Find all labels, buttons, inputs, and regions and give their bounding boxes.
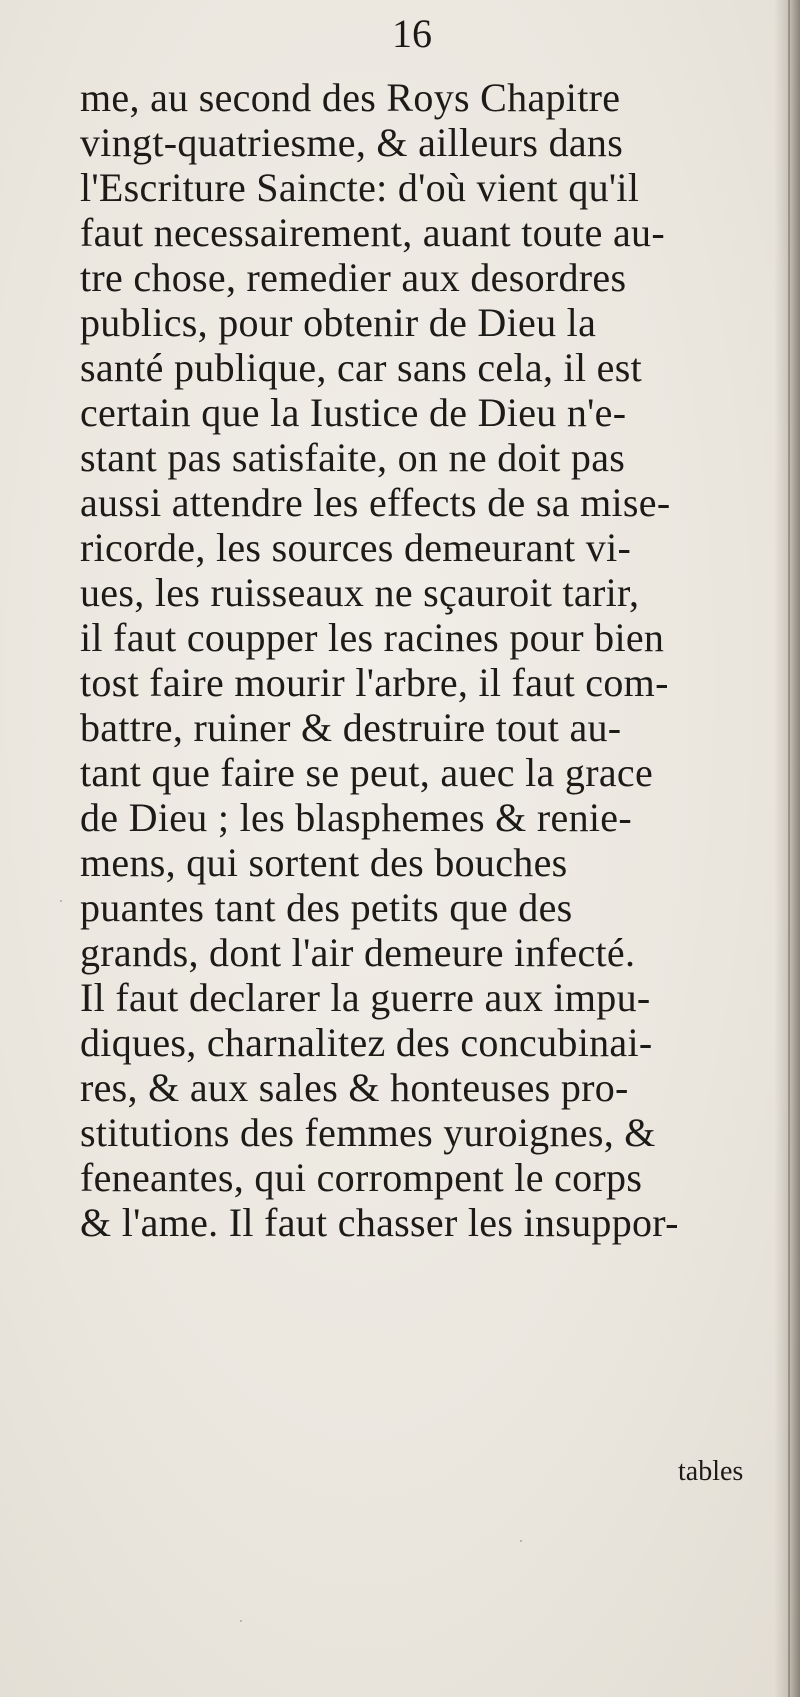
text-line: certain que la Iustice de Dieu n'e- [80, 390, 627, 435]
text-line: grands, dont l'air demeure infecté. [80, 930, 636, 975]
page-number: 16 [392, 11, 432, 56]
text-line: aussi attendre les effects de sa mise- [80, 480, 671, 525]
text-line: Il faut declarer la guerre aux impu- [80, 975, 651, 1020]
paper-speck [520, 1540, 522, 1542]
text-block [80, 75, 795, 1245]
text-line: tre chose, remedier aux desordres [80, 255, 627, 300]
text-line: stitutions des femmes yuroignes, & [80, 1110, 656, 1155]
catchword: tables [678, 1456, 744, 1487]
text-line: ricorde, les sources demeurant vi- [80, 525, 632, 570]
paper-speck [60, 900, 62, 902]
text-line: tant que faire se peut, auec la grace [80, 750, 653, 795]
text-line: vingt-quatriesme, & ailleurs dans [80, 120, 624, 165]
text-line: santé publique, car sans cela, il est [80, 345, 643, 390]
text-line: stant pas satisfaite, on ne doit pas [80, 435, 626, 480]
text-line: battre, ruiner & destruire tout au- [80, 705, 622, 750]
text-line: de Dieu ; les blasphemes & renie- [80, 795, 632, 840]
text-line: faut necessairement, auant toute au- [80, 210, 665, 255]
text-line: me, au second des Roys Chapitre [80, 75, 621, 120]
text-line: publics, pour obtenir de Dieu la [80, 300, 597, 345]
text-line: ues, les ruisseaux ne sçauroit tarir, [80, 570, 640, 615]
text-line: tost faire mourir l'arbre, il faut com- [80, 660, 669, 705]
text-line: il faut coupper les racines pour bien [80, 615, 665, 660]
text-line: puantes tant des petits que des [80, 885, 573, 930]
text-line: l'Escriture Saincte: d'où vient qu'il [80, 165, 640, 210]
text-line: mens, qui sortent des bouches [80, 840, 568, 885]
text-line: diques, charnalitez des concubinai- [80, 1020, 653, 1065]
text-line: feneantes, qui corrompent le corps [80, 1155, 643, 1200]
text-line: res, & aux sales & honteuses pro- [80, 1065, 629, 1110]
paper-speck [240, 1620, 242, 1622]
text-line: & l'ame. Il faut chasser les insuppor- [80, 1200, 679, 1245]
